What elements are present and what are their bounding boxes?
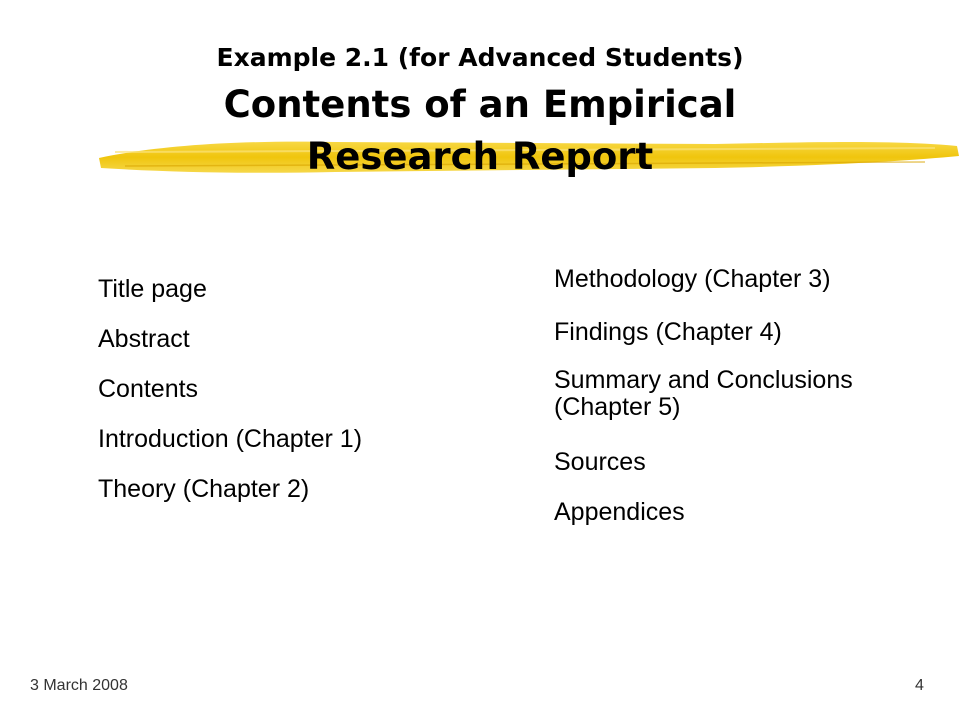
list-item: Abstract [98,325,190,353]
list-item: Introduction (Chapter 1) [98,425,363,453]
title-line-3: Research Report [306,135,654,178]
list-item: Findings (Chapter 4) [554,318,782,346]
page-number: 4 [915,677,924,694]
title-line-2: Contents of an Empirical [223,83,737,126]
list-item: Methodology (Chapter 3) [554,265,831,293]
title-line-1: Example 2.1 (for Advanced Students) [216,43,744,72]
slide-title [110,38,850,182]
list-item: Theory (Chapter 2) [98,475,310,503]
list-item: Sources [554,448,646,476]
list-item: Title page [98,275,207,303]
footer-date: 3 March 2008 [30,677,128,694]
list-item: Appendices [554,498,685,526]
contents-list-left [98,275,478,535]
list-item: Contents [98,375,199,403]
list-item: Summary and Conclusions (Chapter 5) [554,366,853,421]
contents-list-right [554,265,944,545]
